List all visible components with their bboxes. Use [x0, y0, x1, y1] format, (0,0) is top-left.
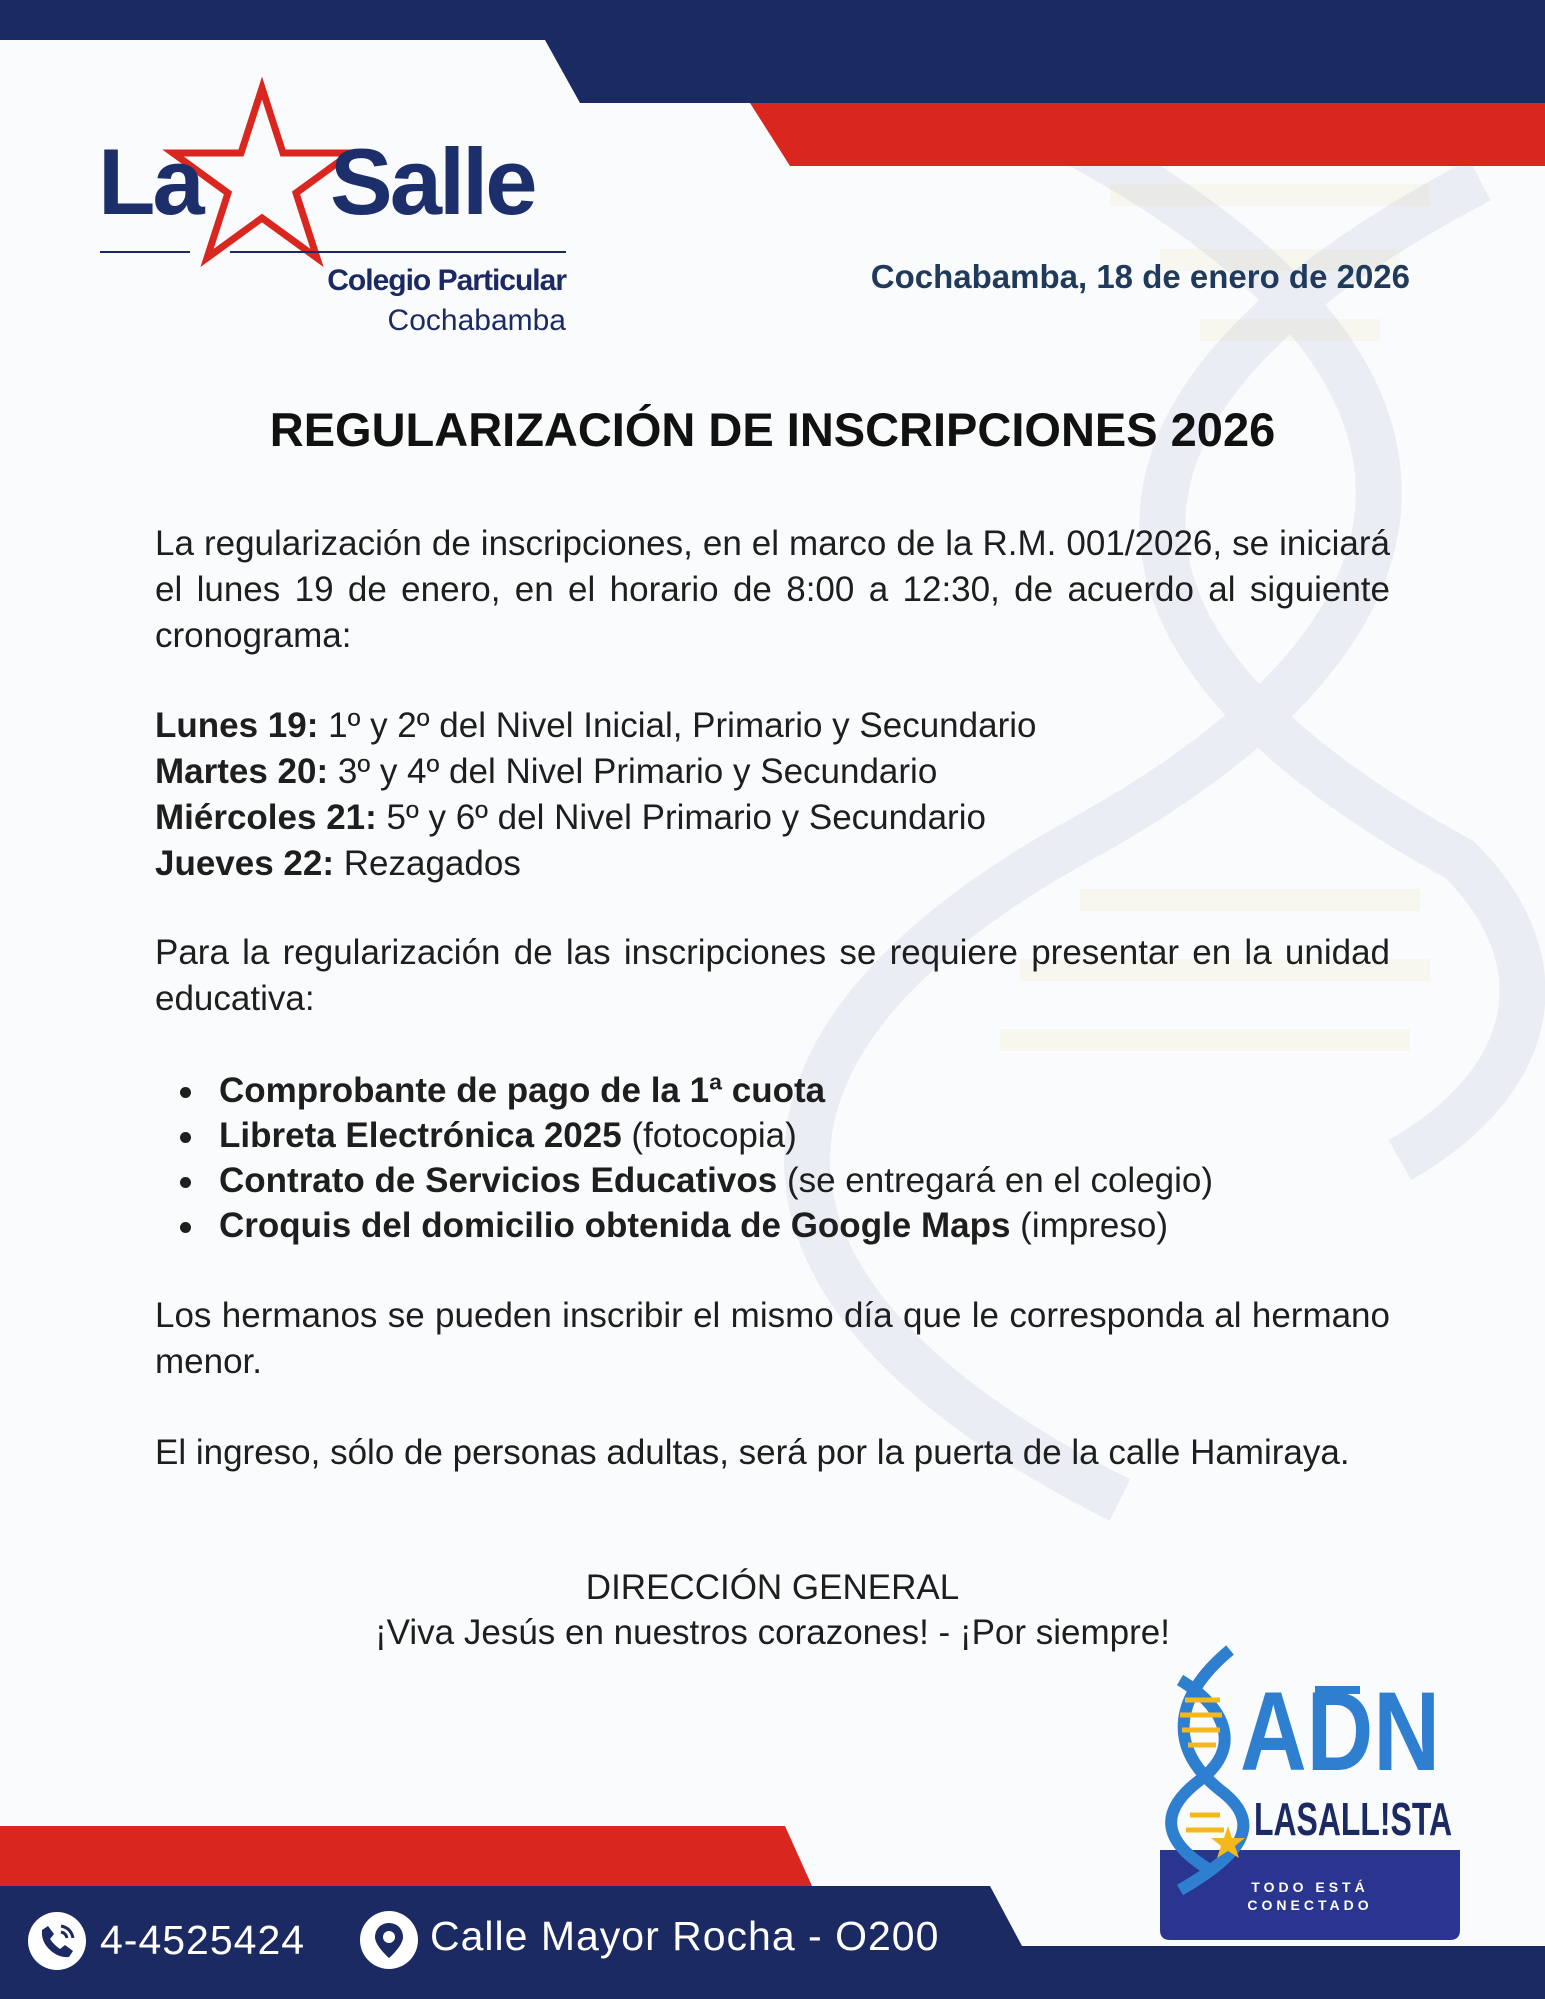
requirement-note: (fotocopia)	[621, 1116, 797, 1155]
siblings-note: Los hermanos se pueden inscribir el mismo día que le corresponda al hermano menor.	[155, 1296, 1390, 1381]
requirement-note: (se entregará en el colegio)	[777, 1161, 1214, 1200]
logo-salle: Salle	[330, 129, 535, 234]
logo-subtitle-1: Colegio Particular	[327, 264, 566, 297]
schedule-text: 3º y 4º del Nivel Primario y Secundario	[328, 752, 938, 791]
intro-paragraph: La regularización de inscripciones, en el marco de la R.M. 001/2026, se iniciará el lunes 19 de enero, en el horario de 8:00 a 12:30, de acuerdo al siguiente cronograma:	[155, 524, 1390, 655]
entrance-note: El ingreso, sólo de personas adultas, será por la puerta de la calle Hamiraya.	[155, 1433, 1350, 1472]
requirement-bold: Libreta Electrónica 2025	[219, 1116, 622, 1155]
schedule-list	[155, 703, 1390, 887]
schedule-text: 5º y 6º del Nivel Primario y Secundario	[376, 798, 986, 837]
requirement-note: (impreso)	[1010, 1206, 1168, 1245]
schedule-day: Miércoles 21:	[155, 798, 377, 837]
bullet-icon	[180, 1177, 191, 1188]
schedule-item	[155, 841, 1390, 887]
location-pin-icon	[360, 1911, 418, 1969]
requirement-bold: Comprobante de pago de la 1ª cuota	[219, 1071, 826, 1110]
footer-phone: 4-4525424	[100, 1917, 306, 1963]
requirement-item	[155, 1203, 1390, 1248]
adn-badge	[1150, 1640, 1470, 1950]
requirement-bold: Croquis del domicilio obtenida de Google Maps	[219, 1206, 1011, 1245]
badge-tagline-1: TODO ESTÁ	[1251, 1879, 1369, 1895]
schedule-item	[155, 703, 1390, 749]
footer-address: Calle Mayor Rocha - O200	[430, 1913, 940, 1959]
document-date: Cochabamba, 18 de enero de 2026	[870, 258, 1410, 295]
schedule-day: Martes 20:	[155, 752, 329, 791]
logo-subtitle-2: Cochabamba	[387, 304, 566, 337]
bullet-icon	[180, 1087, 191, 1098]
schedule-text: Rezagados	[334, 844, 521, 883]
phone-icon	[28, 1912, 86, 1970]
badge-adn: ADN	[1240, 1669, 1440, 1794]
signature-office: DIRECCIÓN GENERAL	[585, 1568, 960, 1607]
requirement-item	[155, 1113, 1390, 1158]
schedule-item	[155, 749, 1390, 795]
schedule-day: Lunes 19:	[155, 706, 319, 745]
logo-la: La	[98, 129, 202, 234]
badge-lasallista: LASALL!STA	[1254, 1793, 1452, 1845]
signature-motto: ¡Viva Jesús en nuestros corazones! - ¡Por siempre!	[375, 1613, 1170, 1652]
top-navy-band	[0, 0, 1545, 103]
bullet-icon	[180, 1222, 191, 1233]
page-title: REGULARIZACIÓN DE INSCRIPCIONES 2026	[269, 403, 1276, 456]
requirements-intro: Para la regularización de las inscripciones se requiere presentar en la unidad educativa:	[155, 933, 1390, 1018]
schedule-text: 1º y 2º del Nivel Inicial, Primario y Secundario	[318, 706, 1037, 745]
requirements-list	[155, 1068, 1390, 1248]
requirement-bold: Contrato de Servicios Educativos	[219, 1161, 778, 1200]
top-red-band	[750, 103, 1545, 166]
requirement-item	[155, 1158, 1390, 1203]
bullet-icon	[180, 1132, 191, 1143]
schedule-item	[155, 795, 1390, 841]
requirement-item	[155, 1068, 1390, 1113]
schedule-day: Jueves 22:	[155, 844, 335, 883]
bottom-red-band	[0, 1826, 812, 1886]
badge-tagline-2: CONECTADO	[1247, 1897, 1373, 1913]
